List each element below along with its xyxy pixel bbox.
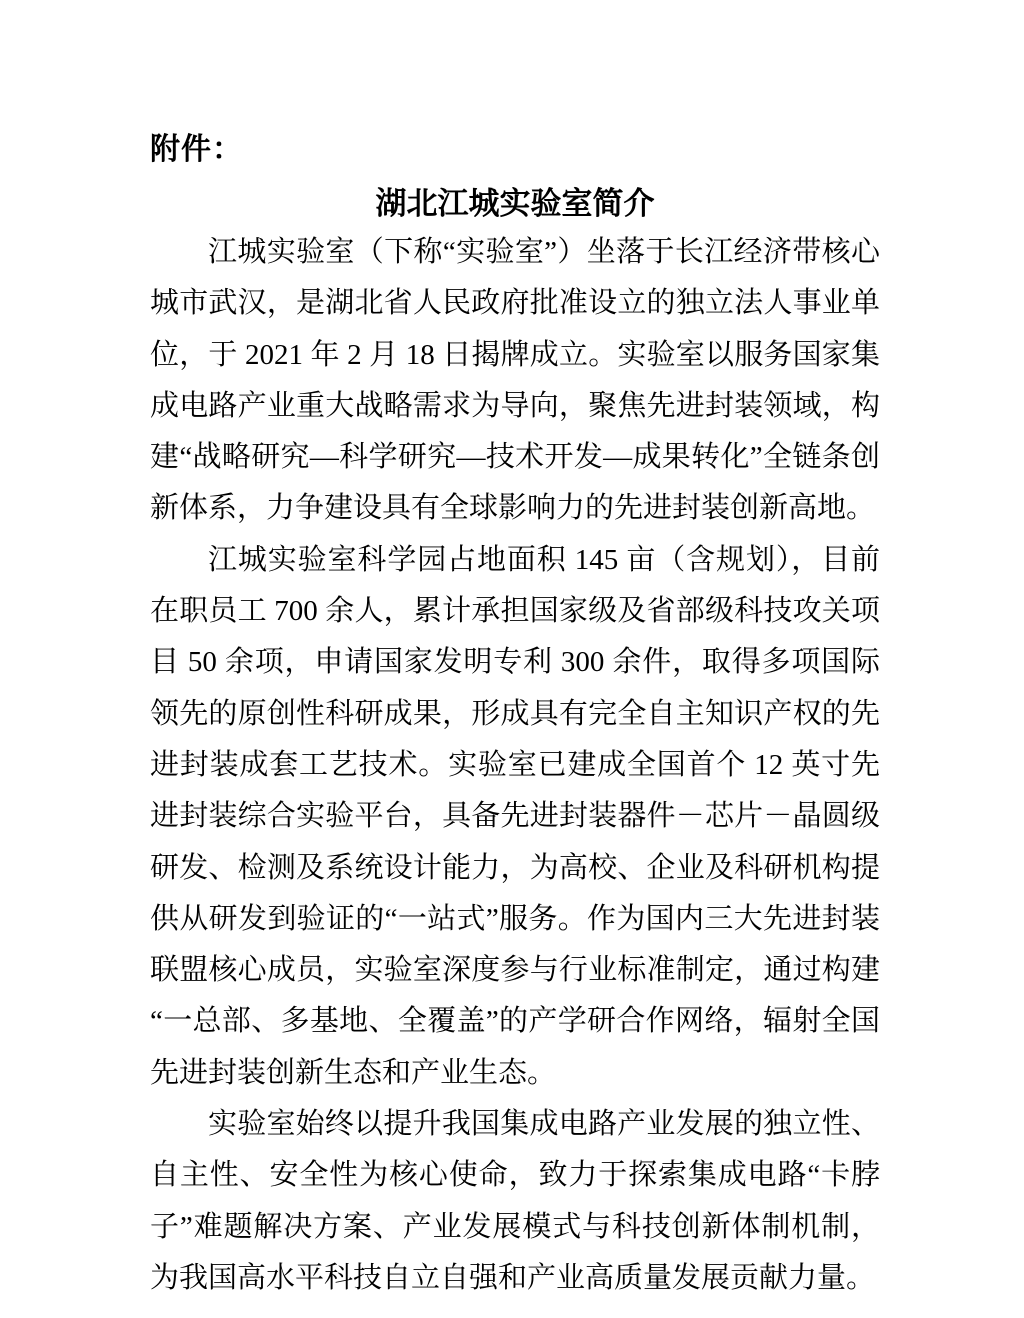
attachment-label: 附件： (150, 133, 243, 166)
paragraph-lab-overview: 江城实验室（下称“实验室”）坐落于长江经济带核心城市武汉，是湖北省人民政府批准设立的独立法人事业单位，于 2021 年 2 月 18 日揭牌成立。实验室以服务国家集成电路产业重大战略需求为导向，聚焦先进封装领域，构建“战略研究—科学研究—技术开发—成果转化”全链条创新体系，力争建设具有全球影响力的先进封装创新高地。 (150, 236, 880, 525)
paragraph-lab-mission: 实验室始终以提升我国集成电路产业发展的独立性、自主性、安全性为核心使命，致力于探索集成电路“卡脖子”难题解决方案、产业发展模式与科技创新体制机制，为我国高水平科技自立自强和产业高质量发展贡献力量。 (150, 1108, 880, 1294)
document-body (150, 227, 880, 1304)
document-title: 湖北江城实验室简介 (375, 186, 655, 221)
paragraph-lab-achievements: 江城实验室科学园占地面积 145 亩（含规划），目前在职员工 700 余人，累计承担国家级及省部级科技攻关项目 50 余项，申请国家发明专利 300 余件，取得多项国际领先的原创性科研成果，形成具有完全自主知识产权的先进封装成套工艺技术。实验室已建成全国首个 12 英寸先进封装综合实验平台，具备先进封装器件－芯片－晶圆级研发、检测及系统设计能力，为高校、企业及科研机构提供从研发到验证的“一站式”服务。作为国内三大先进封装联盟核心成员，实验室深度参与行业标准制定，通过构建“一总部、多基地、全覆盖”的产学研合作网络，辐射全国先进封装创新生态和产业生态。 (150, 543, 880, 1089)
